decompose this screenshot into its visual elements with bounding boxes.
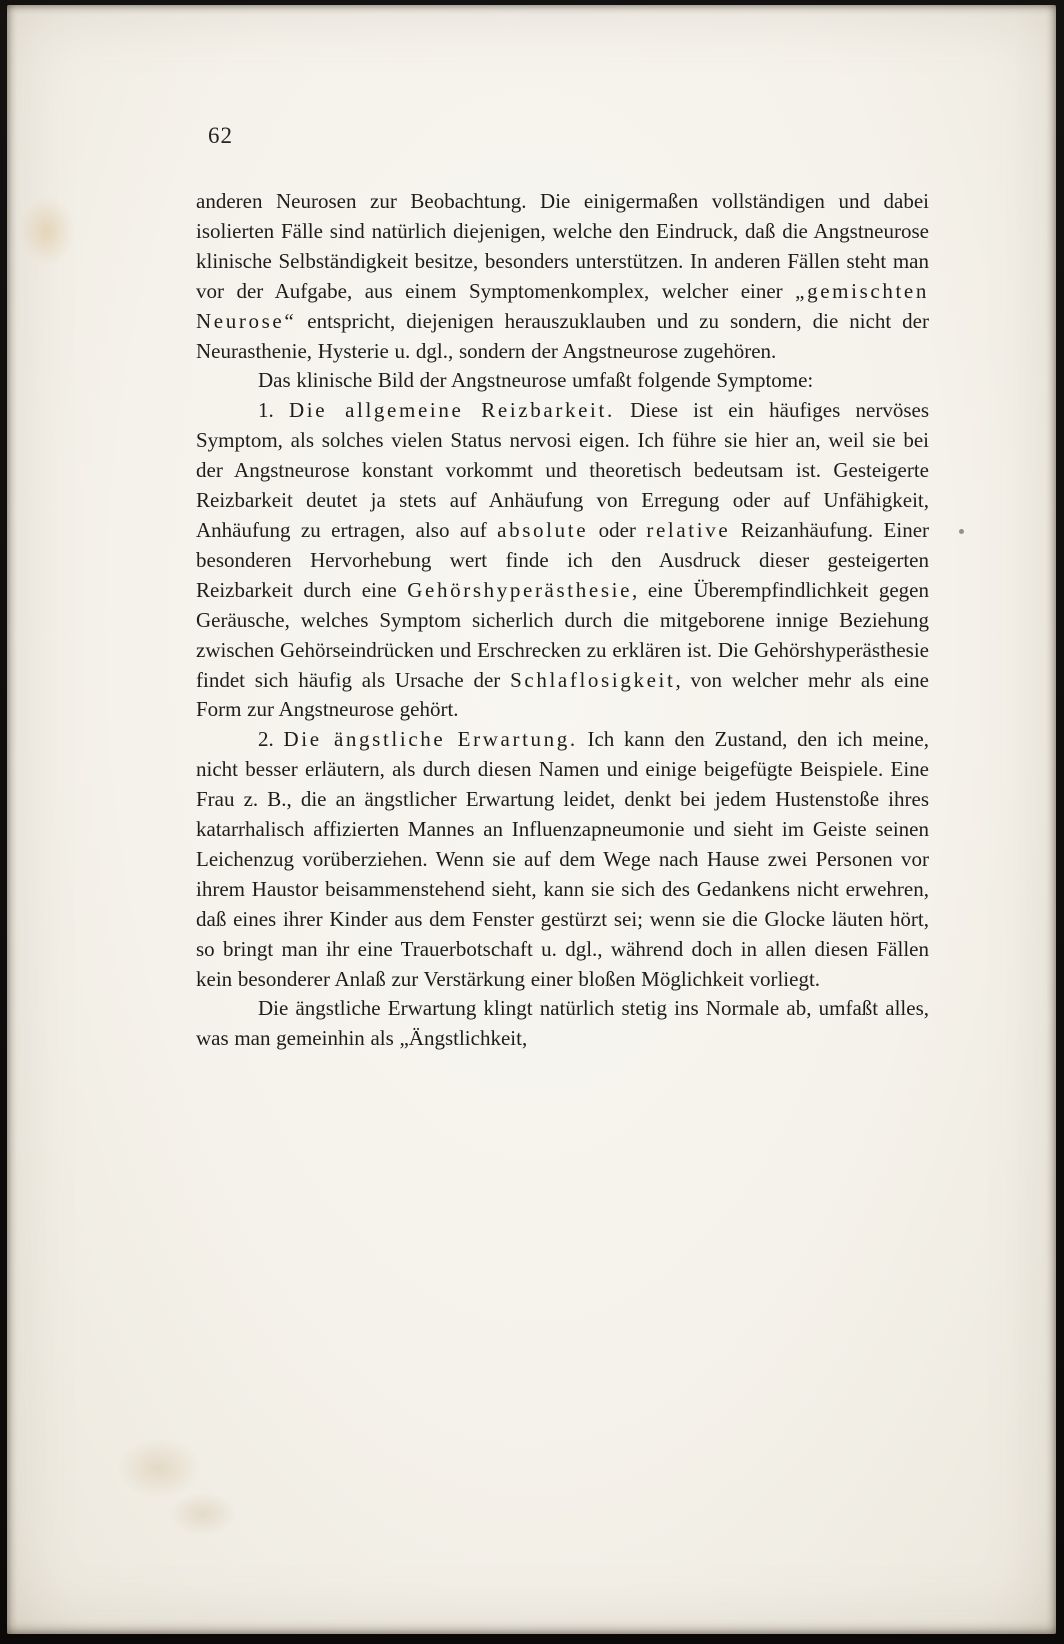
- paper-stain: [155, 1483, 251, 1545]
- paragraph-symptom-2-erwartung: 2. Die ängstliche Erwartung. Ich kann den Zustand, den ich meine, nicht besser erläutern, als durch diesen Namen und einige beigefügte Beispiele. Eine Frau z. B., die an ängstlicher Erwartung leidet, denkt bei jedem Hustenstoße ihres katarrhalisch affizierten Mannes an Influenzapneumonie und sieht im Geiste seinen Leichenzug vorüberziehen. Wenn sie auf dem Wege nach Hause zwei Personen vor ihrem Haustor beisammenstehend sieht, kann sie sich des Gedankens nicht erwehren, daß eines ihrer Kinder aus dem Fenster gestürzt sei; wenn sie die Glocke läuten hört, so bringt man ihr eine Trauerbotschaft u. dgl., während doch in allen diesen Fällen kein besonderer Anlaß zur Verstärkung einer bloßen Möglichkeit vorliegt.: [196, 727, 929, 991]
- paragraph-intro-symptome: Das klinische Bild der Angstneurose umfaßt folgende Symptome:: [258, 368, 814, 393]
- paragraph-continuation: anderen Neurosen zur Beobachtung. Die einigermaßen vollständigen und dabei isolierten Fälle sind natürlich diejenigen, welche den Eindruck, daß die Angstneurose klinische Selbständigkeit besitze, besonders unterstützen. In anderen Fällen steht man vor der Aufgabe, aus einem Symptomenkomplex, welcher einer „gemischten Neurose“ entspricht, diejenigen herauszuklauben und zu sondern, die nicht der Neurasthenie, Hysterie u. dgl., sondern der Angstneurose zugehören.: [196, 189, 929, 363]
- paper-surface: [7, 5, 1056, 1634]
- paper-speck: [959, 529, 964, 534]
- text-block: [196, 187, 929, 1054]
- paragraph-symptom-1-reizbarkeit: 1. Die allgemeine Reizbarkeit. Diese ist ein häufiges nervöses Symptom, als solches vielen Status nervosi eigen. Ich führe sie hier an, weil sie bei der Angstneurose konstant vorkommt und theoretisch bedeutsam ist. Gesteigerte Reizbarkeit deutet ja stets auf Anhäufung von Erregung oder auf Unfähigkeit, Anhäufung zu ertragen, also auf absolute oder relative Reizanhäufung. Einer besonderen Hervorhebung wert finde ich den Ausdruck dieser gesteigerten Reizbarkeit durch eine Gehörshyperästhesie, eine Überempfindlichkeit gegen Geräusche, welches Symptom sicherlich durch die mitgeborene innige Beziehung zwischen Gehörseindrücken und Erschrecken zu erklären ist. Die Gehörshyperästhesie findet sich häufig als Ursache der Schlaflosigkeit, von welcher mehr als eine Form zur Angstneurose gehört.: [196, 398, 930, 722]
- page-number: 62: [208, 123, 233, 148]
- paper-stain: [99, 1425, 219, 1511]
- paragraph-closing: Die ängstliche Erwartung klingt natürlich stetig ins Normale ab, umfaßt alles, was man gemeinhin als „Ängstlichkeit,: [196, 996, 929, 1051]
- paper-stain: [9, 183, 85, 279]
